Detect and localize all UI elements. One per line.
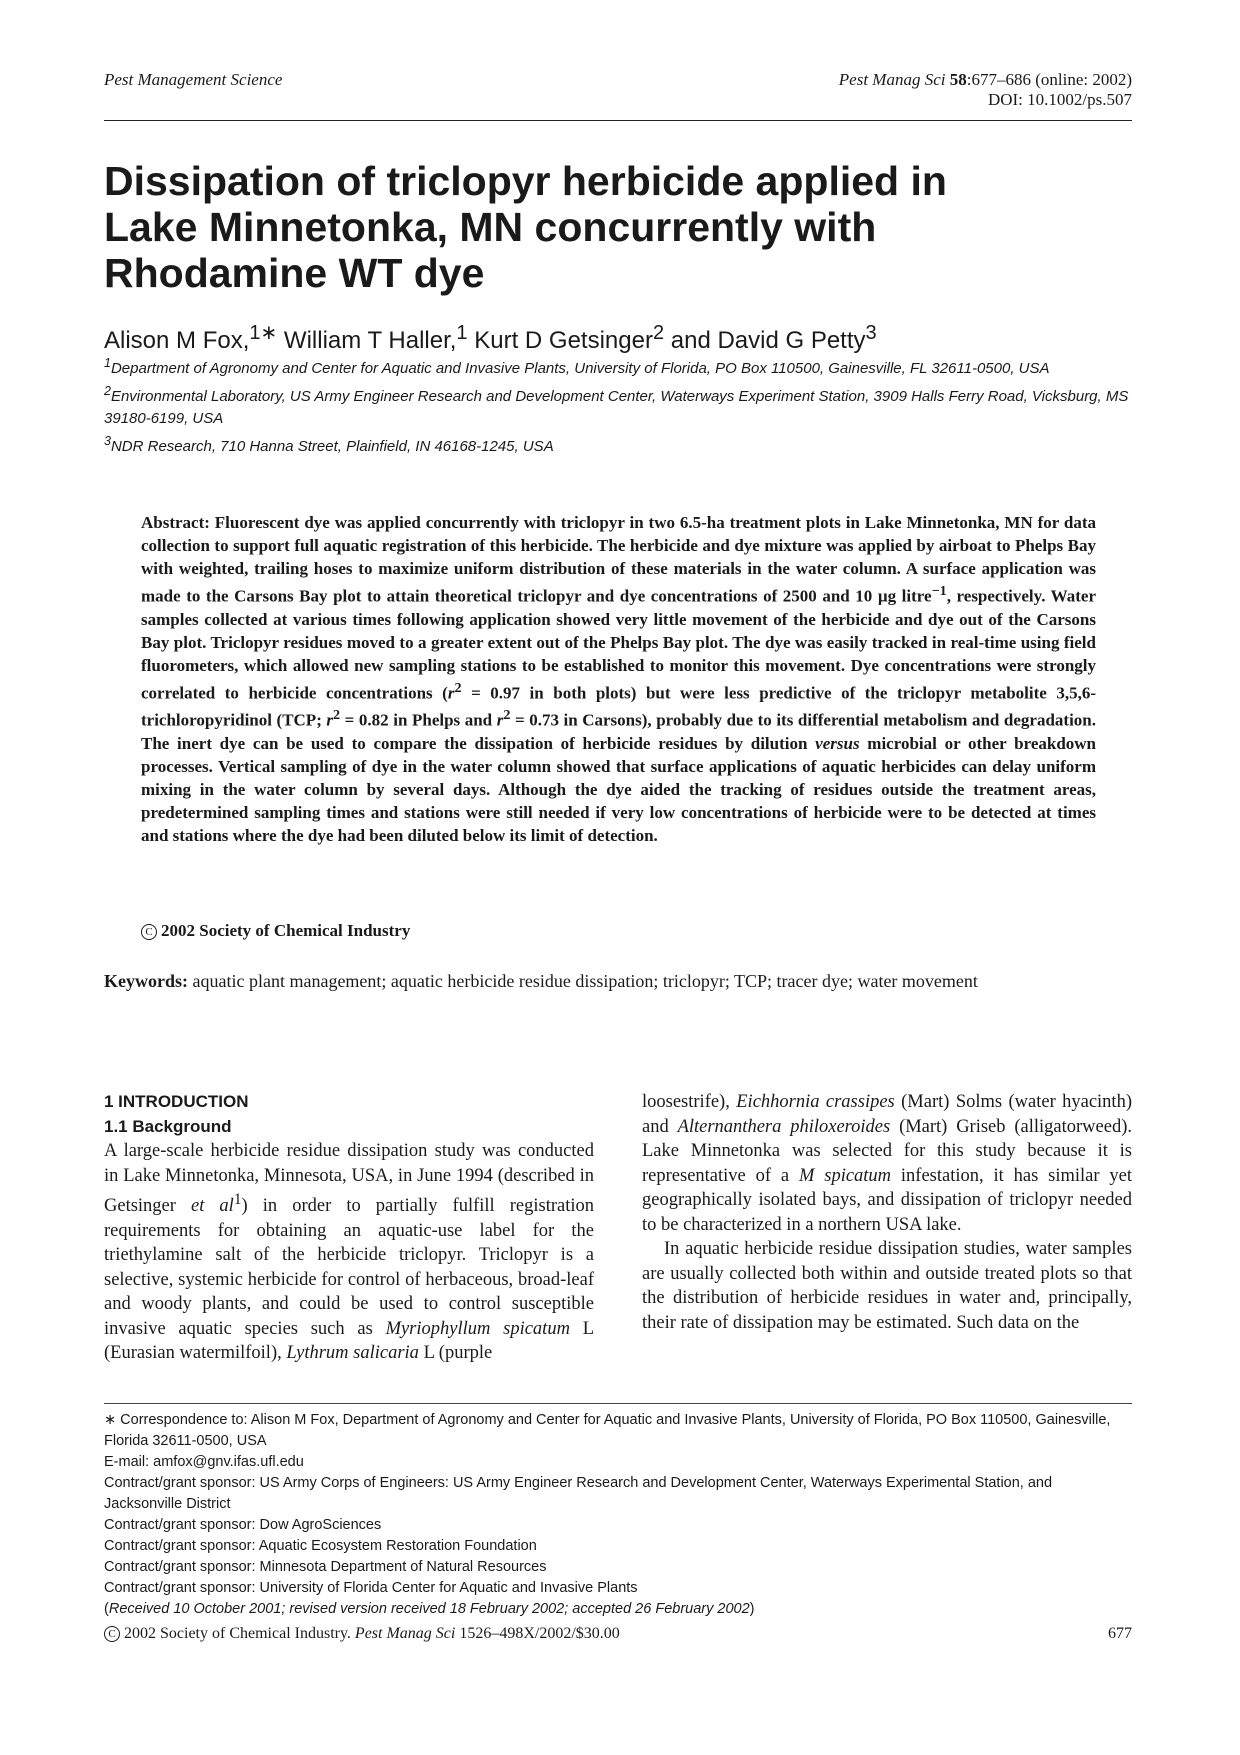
abstract-r-sq: 2 bbox=[454, 679, 462, 696]
author-1-affil: 1∗ bbox=[249, 322, 278, 344]
author-list bbox=[104, 318, 1134, 356]
affiliation-1-num: 1 bbox=[104, 356, 111, 370]
title-line-3: Rhodamine WT dye bbox=[104, 250, 485, 296]
affiliation-2 bbox=[104, 380, 1134, 430]
article-title bbox=[104, 158, 1134, 296]
affiliations bbox=[104, 352, 1134, 458]
cont-species-3: Eichhornia crassipes bbox=[736, 1092, 895, 1112]
abstract-r-sq-2: 2 bbox=[333, 707, 341, 724]
abstract-r-3: r bbox=[496, 710, 504, 730]
affiliation-2-text: Environmental Laboratory, US Army Engineer Research and Development Center, Waterways Experiment Station, 3909 Halls Ferry Road, Vicksburg, MS 39180-6199, USA bbox=[104, 388, 1129, 427]
footer-text-2: 1526–498X/2002/$30.00 bbox=[455, 1625, 620, 1642]
body-column-left bbox=[104, 1090, 594, 1366]
citation-journal: Pest Manag Sci bbox=[838, 70, 950, 89]
intro-etal: et al bbox=[191, 1196, 234, 1217]
cont-text-3: (Mart) Griseb (alligatorweed). Lake Minnetonka was selected for this study because it is representative of a bbox=[642, 1116, 1132, 1186]
intro-text-3: L (Eurasian watermilfoil), bbox=[104, 1318, 594, 1364]
footer-copyright-icon: C bbox=[104, 1626, 120, 1642]
intro-text-1: A large-scale herbicide residue dissipation study was conducted in Lake Minnetonka, Minnesota, USA, in June 1994 (described in Getsinger bbox=[104, 1141, 594, 1217]
paragraph-intro bbox=[104, 1139, 594, 1366]
header-rule bbox=[104, 120, 1132, 121]
intro-species-2: Lythrum salicaria bbox=[286, 1343, 419, 1364]
affiliation-3-text: NDR Research, 710 Hanna Street, Plainfield, IN 46168-1245, USA bbox=[110, 438, 554, 455]
sponsor-note-2: Contract/grant sponsor: Dow AgroSciences bbox=[104, 1517, 382, 1533]
abstract-r-2: r bbox=[326, 710, 334, 730]
keywords-label: Keywords: bbox=[104, 971, 188, 991]
affiliation-3-num: 3 bbox=[104, 434, 111, 448]
received-close-paren: ) bbox=[749, 1601, 755, 1617]
abstract-r: r bbox=[447, 683, 455, 703]
author-4-affil: 3 bbox=[865, 322, 877, 344]
intro-species-1: Myriophyllum spicatum bbox=[385, 1318, 570, 1339]
title-line-2: Lake Minnetonka, MN concurrently with bbox=[104, 204, 877, 250]
author-3-affil: 2 bbox=[652, 322, 665, 344]
abstract-text-2: , respectively. Water samples collected at various times following application showed very little movement of the herbicide and dye out of the Carsons Bay plot. Triclopyr residues moved to a greater extent out of the Phelps Bay plot. The dye was easily tracked in real-time using field fluorometers, which allowed new sampling stations to be established to monitor this movement. Dye concentrations were strongly correlated to herbicide concentrations ( bbox=[141, 586, 1096, 703]
page-footer bbox=[104, 1625, 1132, 1643]
sponsor-note-3: Contract/grant sponsor: Aquatic Ecosystem Restoration Foundation bbox=[104, 1538, 537, 1554]
affiliation-1 bbox=[104, 352, 1134, 380]
abstract-text-3: = 0.97 in both plots) but were less predictive of the triclopyr metabolite 3,5,6-trichloropyridinol (TCP; bbox=[141, 683, 1097, 730]
cont-text-1: loosestrife), bbox=[642, 1092, 737, 1112]
footer-journal: Pest Manag Sci bbox=[354, 1625, 456, 1642]
author-2: William T Haller, bbox=[277, 327, 457, 354]
sponsor-note-4: Contract/grant sponsor: Minnesota Department of Natural Resources bbox=[104, 1559, 547, 1575]
correspondence-note: ∗ Correspondence to: Alison M Fox, Department of Agronomy and Center for Aquatic and Invasive Plants, University of Florida, PO Box 110500, Gainesville, Florida 32611-0500, USA bbox=[104, 1412, 1111, 1449]
abstract-copyright-text: 2002 Society of Chemical Industry bbox=[161, 921, 411, 940]
cont-text-2: (Mart) Solms (water hyacinth) and bbox=[642, 1092, 1132, 1137]
email-note: E-mail: amfox@gnv.ifas.ufl.edu bbox=[104, 1454, 304, 1470]
abstract-text-5: = 0.73 in Carsons), probably due to its differential metabolism and degradation. The inert dye can be used to compare the dissipation of herbicide residues by dilution bbox=[141, 710, 1097, 753]
title-line-1: Dissipation of triclopyr herbicide applied in bbox=[104, 158, 947, 204]
copyright-icon: C bbox=[141, 924, 157, 940]
cont-text-4: infestation, it has similar yet geographically isolated bays, and dissipation of triclopyr needed to be characterized in a northern USA lake. bbox=[642, 1165, 1133, 1235]
author-3: Kurt D Getsinger bbox=[467, 327, 653, 354]
abstract-text-6: microbial or other breakdown processes. Vertical sampling of dye in the water column showed that surface applications of aquatic herbicides can delay uniform mixing in the water column by several days. Although the dye aided the tracking of residues outside the treatment areas, predetermined sampling times and stations were still needed if very low concentrations of herbicide were to be detected at times and stations where the dye had been diluted below its limit of detection. bbox=[141, 733, 1096, 845]
sponsor-note-1: Contract/grant sponsor: US Army Corps of Engineers: US Army Engineer Research and Development Center, Waterways Experimental Station, and Jacksonville District bbox=[104, 1475, 1053, 1512]
received-dates: Received 10 October 2001; revised version received 18 February 2002; accepted 26 February 2002 bbox=[108, 1601, 750, 1617]
abstract-text-1: Fluorescent dye was applied concurrently with triclopyr in two 6.5-ha treatment plots in Lake Minnetonka, MN for data collection to support full aquatic registration of this herbicide. The herbicide and dye mixture was applied by airboat to Phelps Bay with weighted, trailing hoses to maximize uniform distribution of these materials in the water column. A surface application was made to the Carsons Bay plot to attain theoretical triclopyr and dye concentrations of 2500 and 10 µg litre bbox=[141, 513, 1096, 606]
abstract-label: Abstract: bbox=[141, 513, 210, 532]
cont-species-5: M spicatum bbox=[798, 1165, 892, 1186]
affiliation-2-num: 2 bbox=[104, 384, 111, 398]
intro-text-4: L (purple bbox=[418, 1343, 493, 1364]
subsection-heading: 1.1 Background bbox=[104, 1116, 232, 1136]
citation-block bbox=[839, 70, 1132, 110]
cont-species-4: Alternanthera philoxeroides bbox=[677, 1116, 891, 1137]
intro-text-2: ) in order to partially fulfill registration requirements for obtaining an aquatic-use label for the triethylamine salt of the herbicide triclopyr. Triclopyr is a selective, systemic herbicide for control of herbaceous, broad-leaf and woody plants, and could be used to control susceptible invasive aquatic species such as bbox=[104, 1196, 594, 1339]
author-1: Alison M Fox, bbox=[104, 327, 250, 354]
intro-ref: 1 bbox=[233, 1191, 242, 1208]
sponsor-note-5: Contract/grant sponsor: University of Florida Center for Aquatic and Invasive Plants bbox=[104, 1580, 638, 1596]
footer-text-1: 2002 Society of Chemical Industry. bbox=[124, 1625, 355, 1642]
abstract-r-sq-3: 2 bbox=[503, 707, 511, 724]
abstract-versus: versus bbox=[815, 733, 860, 753]
affiliation-1-text: Department of Agronomy and Center for Aquatic and Invasive Plants, University of Florida, PO Box 110500, Gainesville, FL 32611-0500, USA bbox=[110, 360, 1050, 377]
paragraph-continued bbox=[642, 1090, 1132, 1237]
affiliation-3 bbox=[104, 430, 1134, 458]
citation-volume: 58 bbox=[949, 70, 967, 89]
abstract-copyright bbox=[141, 921, 410, 941]
author-4: and David G Petty bbox=[664, 327, 866, 354]
footer-copyright bbox=[104, 1625, 620, 1642]
keywords-text: aquatic plant management; aquatic herbicide residue dissipation; triclopyr; TCP; tracer dye; water movement bbox=[188, 971, 978, 991]
paragraph-2: In aquatic herbicide residue dissipation studies, water samples are usually collected both within and outside treated plots so that the distribution of herbicide residues in water and, principally, their rate of dissipation may be estimated. Such data on the bbox=[642, 1239, 1132, 1333]
keywords bbox=[104, 969, 1132, 993]
abstract bbox=[141, 511, 1096, 847]
footnotes bbox=[104, 1410, 1134, 1620]
citation-pages: :677–686 (online: 2002) bbox=[966, 70, 1132, 89]
received-note bbox=[104, 1599, 1134, 1620]
citation-line bbox=[839, 70, 1132, 90]
author-2-affil: 1 bbox=[456, 322, 468, 344]
page-number: 677 bbox=[1108, 1625, 1132, 1642]
received-open-paren: ( bbox=[104, 1601, 109, 1617]
section-heading: 1 INTRODUCTION bbox=[104, 1092, 249, 1111]
abstract-unit-exp: −1 bbox=[931, 583, 947, 599]
footnote-rule bbox=[104, 1403, 1132, 1404]
body-column-right bbox=[642, 1090, 1132, 1335]
journal-name: Pest Management Science bbox=[104, 70, 283, 89]
doi: DOI: 10.1002/ps.507 bbox=[987, 90, 1132, 109]
abstract-text-4: = 0.82 in Phelps and bbox=[340, 710, 497, 730]
